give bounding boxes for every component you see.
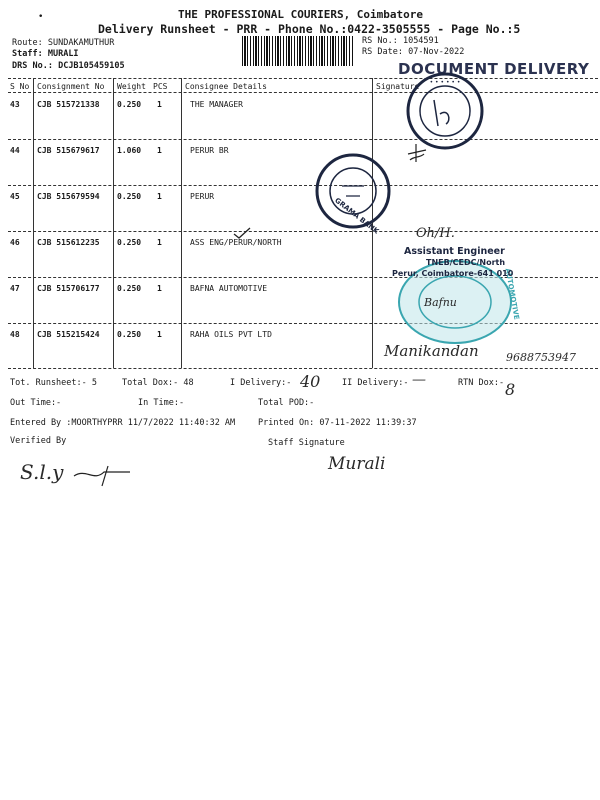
- col-pcs: PCS: [153, 82, 168, 91]
- rtn-dox-label: RTN Dox:-: [458, 378, 505, 388]
- rs-date: RS Date: 07-Nov-2022: [362, 47, 465, 57]
- total-dox: Total Dox:- 48: [122, 378, 194, 388]
- row-rule: [8, 231, 598, 232]
- round-seal-icon: [404, 70, 486, 152]
- staff-signature-label: Staff Signature: [268, 438, 345, 448]
- company-title: THE PROFESSIONAL COURIERS, Coimbatore: [178, 8, 424, 21]
- in-time: In Time:-: [138, 398, 185, 408]
- rs-no: RS No.: 1054591: [362, 36, 439, 46]
- verified-signature: S.l.y: [20, 460, 64, 484]
- row-rule: [8, 185, 598, 186]
- barcode: [242, 36, 354, 66]
- tot-runsheet: Tot. Runsheet:- 5: [10, 378, 97, 388]
- signature-mark-icon: [404, 142, 430, 164]
- route-line: Route: SUNDAKAMUTHUR: [12, 38, 115, 48]
- tneb-line-1: Assistant Engineer: [404, 246, 505, 257]
- col-divider: [113, 78, 114, 368]
- svg-text:• • • • • •: • • • • • •: [429, 79, 461, 86]
- check-mark-icon: [232, 226, 252, 240]
- table-header-rule: [8, 92, 598, 93]
- receiver-phone-handwritten: 9688753947: [506, 351, 576, 364]
- row-rule: [8, 139, 598, 140]
- staff-signature: Murali: [328, 454, 386, 474]
- bank-seal-icon: [312, 150, 394, 232]
- verified-signature-stroke-icon: [72, 462, 132, 488]
- receiver-name-handwritten: Manikandan: [384, 342, 479, 360]
- tneb-line-3: Perur, Coimbatore-641 010: [392, 269, 514, 278]
- col-divider: [181, 78, 182, 368]
- bank-seal-text: GRAMA BANK: [333, 196, 381, 236]
- i-delivery-label: I Delivery:-: [230, 378, 292, 388]
- dot-mark: •: [38, 12, 44, 22]
- rtn-dox-value: 8: [505, 380, 516, 399]
- out-time: Out Time:-: [10, 398, 62, 408]
- tneb-line-2: TNEB/CEDC/North: [426, 258, 506, 267]
- ii-delivery-value: —: [412, 372, 426, 388]
- i-delivery-value: 40: [300, 372, 321, 391]
- col-details: Consignee Details: [185, 82, 267, 91]
- automotive-seal-text: AUTOMOTIVE: [503, 267, 521, 321]
- staff-line: Staff: MURALI: [12, 49, 79, 59]
- document-delivery-stamp: DOCUMENT DELIVERY: [398, 60, 590, 78]
- printed-on: Printed On: 07-11-2022 11:39:37: [258, 418, 417, 428]
- col-sno: S No: [10, 82, 30, 91]
- verified-by: Verified By: [10, 436, 67, 446]
- tneb-signature: Oh/H.: [416, 226, 455, 241]
- runsheet-subtitle: Delivery Runsheet - PRR - Phone No.:0422-3505555 - Page No.:5: [98, 22, 521, 36]
- table-bottom-rule: [8, 368, 598, 369]
- col-weight: Weight: [117, 82, 146, 91]
- drs-line: DRS No.: DCJB105459105: [12, 61, 125, 71]
- col-divider: [33, 78, 34, 368]
- col-signature: Signature: [376, 82, 420, 91]
- row-47-signature: Bafnu: [424, 296, 457, 309]
- entered-by: Entered By :MOORTHYPRR 11/7/2022 11:40:32 AM: [10, 418, 236, 428]
- table-top-rule: [8, 78, 598, 79]
- ii-delivery-label: II Delivery:-: [342, 378, 409, 388]
- col-consignment: Consignment No: [37, 82, 105, 91]
- total-pod: Total POD:-: [258, 398, 315, 408]
